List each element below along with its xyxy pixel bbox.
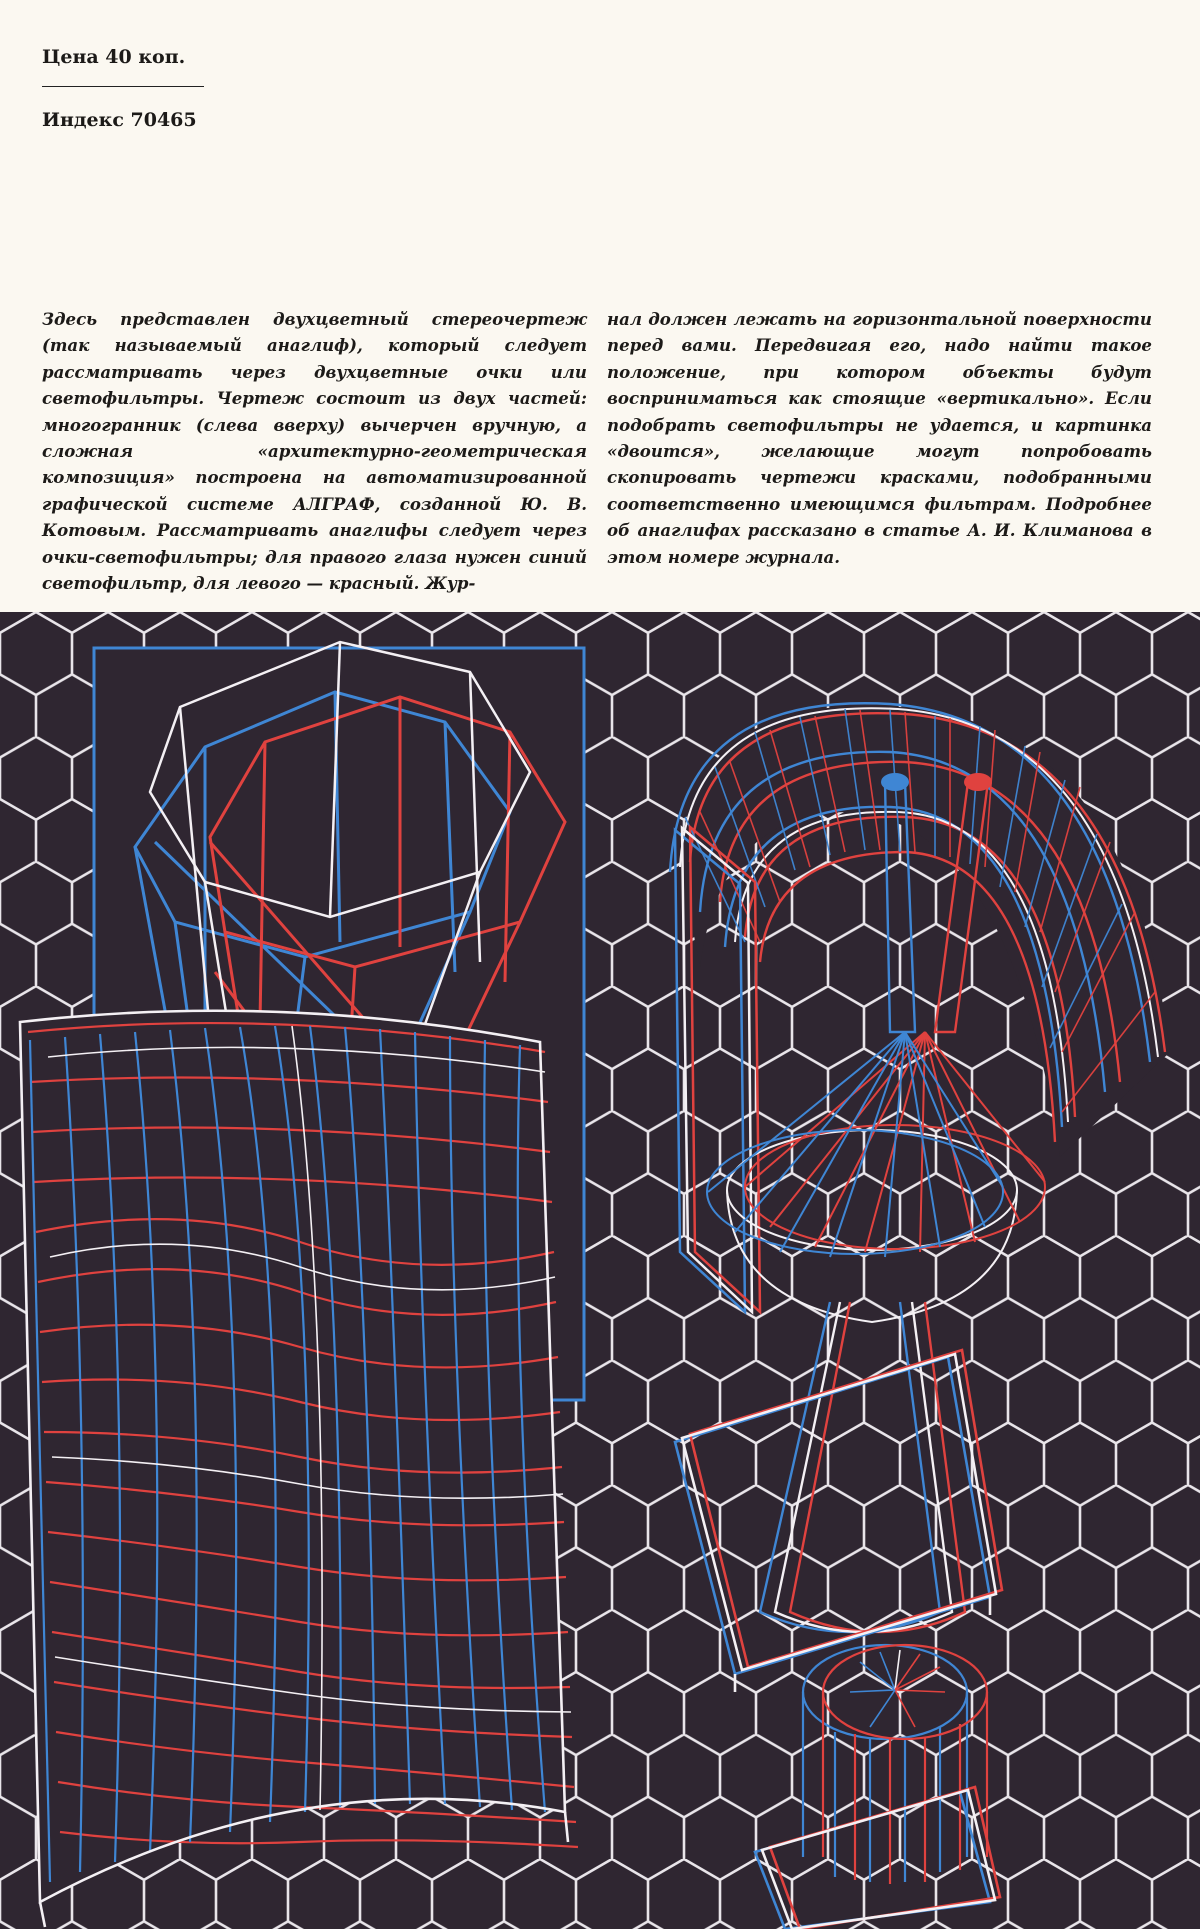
price-label: Цена 40 коп. [42,46,186,68]
anaglyph-illustration [0,612,1200,1929]
index-label: Индекс 70465 [42,109,197,131]
header-divider [42,86,204,87]
caption [42,306,1152,594]
caption-column-right: нал должен лежать на горизонтальной поверхности перед вами. Передвигая его, надо найти такое положение, при котором объекты будут восприниматься как стоящие «вертикально». Если подобрать светофильтры не удается, и картинка «двоится», желающие могут попробовать скопировать чертежи красками, подобранными соответственно имеющимся фильтрам. Подробнее об анаглифах рассказано в статье А. И. Климанова в этом номере журнала. [607,309,1152,567]
header [42,46,222,131]
wavy-surface [20,1011,578,1927]
caption-column-left: Здесь представлен двухцветный стереочертеж (так называемый анаглиф), который следует рассматривать через двухцветные очки или светофильтры. Чертеж состоит из двух частей: многогранник (слева вверху) вычерчен вручную, а сложная «архитектурно-геометрическая композиция» построена на автоматизированной графической системе АЛГРАФ, созданной Ю. В. Котовым. Рассматривать анаглифы следует через очки-светофильтры; для правого глаза нужен синий светофильтр, для левого — красный. Жур- [42,309,587,594]
